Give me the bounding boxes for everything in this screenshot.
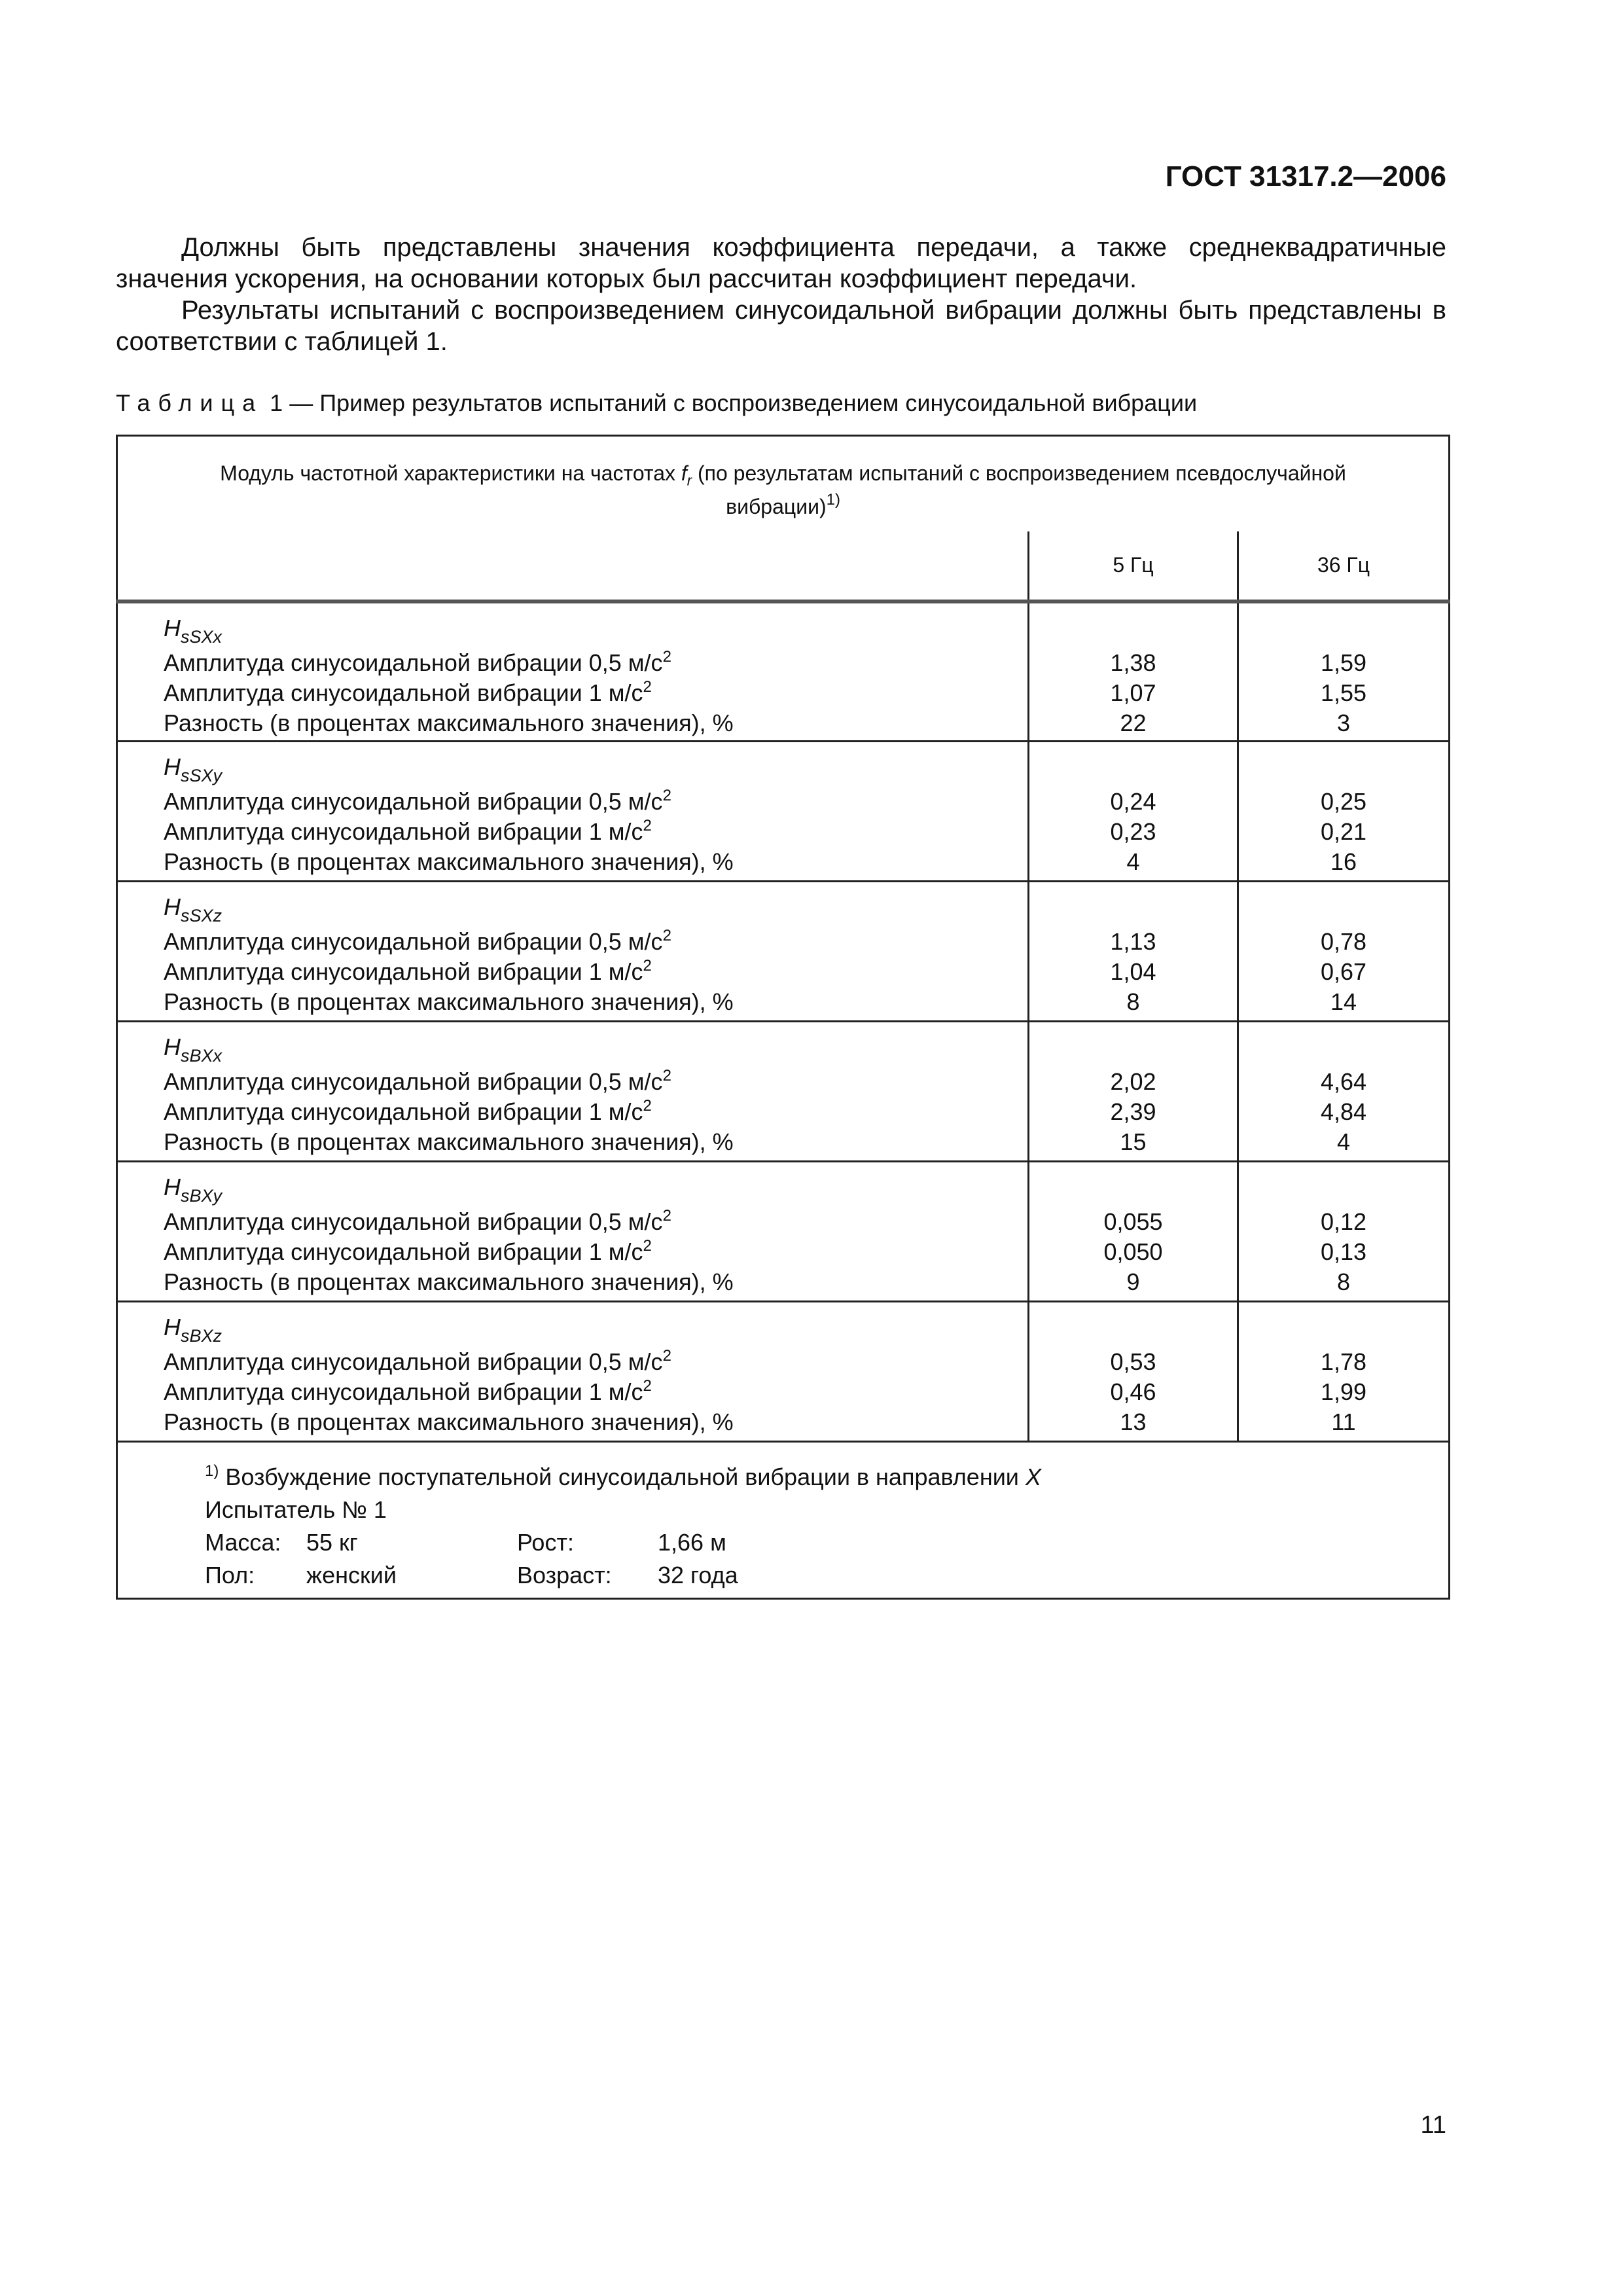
group-symbol-sub: sBXy [181, 1186, 223, 1206]
value-5hz-amp-05: 0,53 [1110, 1348, 1156, 1375]
values-5hz-cell [1029, 1162, 1238, 1302]
label-amp-05-text: Амплитуда синусоидальной вибрации 0,5 м/с [164, 928, 663, 955]
label-amp-05-text: Амплитуда синусоидальной вибрации 0,5 м/с [164, 1208, 663, 1235]
table-row [117, 742, 1450, 882]
group-label-cell [117, 601, 1029, 742]
footnote-axis: X [1025, 1463, 1041, 1490]
results-table [116, 435, 1450, 1600]
squared-sup: 2 [662, 1067, 671, 1085]
table-row [117, 1022, 1450, 1162]
header-col-36hz: 36 Гц [1238, 531, 1450, 601]
header-text-before: Модуль частотной характеристики на частотах [220, 461, 675, 485]
header-symbol: f [681, 461, 687, 485]
squared-sup: 2 [643, 1237, 652, 1255]
label-amp-1 [164, 957, 1027, 987]
header-col-5hz: 5 Гц [1029, 531, 1238, 601]
value-36hz-diff: 14 [1330, 988, 1357, 1015]
footnote-line-1 [205, 1461, 1448, 1494]
values-5hz-cell [1029, 601, 1238, 742]
label-diff: Разность (в процентах максимального значения), % [164, 1268, 734, 1295]
value-5hz-amp-1: 0,23 [1110, 818, 1156, 845]
label-amp-1-text: Амплитуда синусоидальной вибрации 1 м/с [164, 1378, 643, 1405]
value-5hz-amp-05: 0,055 [1103, 1208, 1163, 1235]
label-amp-05-text: Амплитуда синусоидальной вибрации 0,5 м/с [164, 1068, 663, 1095]
mass-label: Масса: [205, 1529, 281, 1556]
values-36hz-cell [1238, 1022, 1450, 1162]
label-diff: Разность (в процентах максимального значения), % [164, 988, 734, 1015]
label-amp-05 [164, 1347, 1027, 1377]
age-label: Возраст: [517, 1562, 612, 1588]
group-symbol [164, 893, 1027, 927]
table-row [117, 601, 1450, 742]
table-row [117, 882, 1450, 1022]
group-label-cell [117, 882, 1029, 1022]
squared-sup: 2 [643, 1377, 652, 1395]
group-symbol-letter: H [164, 1033, 181, 1060]
value-36hz-amp-1: 0,13 [1320, 1238, 1367, 1265]
value-5hz-diff: 13 [1120, 1408, 1147, 1435]
value-36hz-amp-1: 0,67 [1320, 958, 1367, 985]
value-36hz-amp-05: 4,64 [1320, 1068, 1367, 1095]
label-amp-1 [164, 1377, 1027, 1407]
label-amp-05 [164, 648, 1027, 678]
label-amp-1-text: Амплитуда синусоидальной вибрации 1 м/с [164, 1238, 643, 1265]
value-5hz-amp-1: 0,050 [1103, 1238, 1163, 1265]
page-number: 11 [1420, 2111, 1446, 2139]
values-5hz-cell [1029, 1022, 1238, 1162]
squared-sup: 2 [643, 1097, 652, 1115]
label-amp-1 [164, 1237, 1027, 1267]
squared-sup: 2 [662, 1207, 671, 1225]
header-blank-cell [117, 531, 1029, 601]
label-diff: Разность (в процентах максимального значения), % [164, 1128, 734, 1155]
squared-sup: 2 [662, 1347, 671, 1365]
footnote-line-4 [205, 1559, 1448, 1592]
values-36hz-cell [1238, 882, 1450, 1022]
label-amp-1-text: Амплитуда синусоидальной вибрации 1 м/с [164, 679, 643, 706]
footnote-text: Возбуждение поступательной синусоидальной вибрации в направлении [225, 1463, 1019, 1490]
group-symbol-sub: sBXx [181, 1046, 223, 1066]
value-36hz-diff: 8 [1336, 1268, 1351, 1295]
table-footnote [117, 1442, 1450, 1599]
group-symbol [164, 1314, 1027, 1347]
value-5hz-amp-1: 1,04 [1110, 958, 1156, 985]
value-5hz-diff: 4 [1126, 848, 1140, 875]
paragraph-2-text: Результаты испытаний с воспроизведением синусоидальной вибрации должны быть представлены в соответствии с таблицей 1. [116, 296, 1446, 356]
footnote-ref: 1) [205, 1462, 219, 1480]
group-symbol-letter: H [164, 893, 181, 920]
footnote-tester: Испытатель № 1 [205, 1496, 387, 1523]
value-5hz-amp-05: 0,24 [1110, 788, 1156, 815]
group-symbol-letter: H [164, 753, 181, 780]
header-symbol-sub: r [687, 472, 692, 489]
group-label-cell [117, 1162, 1029, 1302]
value-36hz-amp-1: 1,55 [1320, 679, 1367, 706]
label-amp-05-text: Амплитуда синусоидальной вибрации 0,5 м/с [164, 649, 663, 676]
values-36hz-cell [1238, 1302, 1450, 1442]
label-amp-05-text: Амплитуда синусоидальной вибрации 0,5 м/с [164, 1348, 663, 1375]
value-36hz-amp-1: 1,99 [1320, 1378, 1367, 1405]
values-36hz-cell [1238, 1162, 1450, 1302]
label-amp-05-text: Амплитуда синусоидальной вибрации 0,5 м/с [164, 788, 663, 815]
table-row [117, 1162, 1450, 1302]
paragraph-1-text: Должны быть представлены значения коэффициента передачи, а также среднеквадратичные значения ускорения, на основании которых был рассчитан коэффициент передачи. [116, 233, 1446, 293]
values-36hz-cell [1238, 742, 1450, 882]
group-symbol-letter: H [164, 1174, 181, 1200]
value-36hz-diff: 11 [1331, 1408, 1356, 1435]
group-symbol [164, 1174, 1027, 1207]
table-caption-text: Пример результатов испытаний с воспроизведением синусоидальной вибрации [319, 389, 1198, 416]
value-5hz-amp-05: 1,13 [1110, 928, 1156, 955]
label-diff: Разность (в процентах максимального значения), % [164, 709, 734, 736]
value-36hz-amp-05: 0,78 [1320, 928, 1367, 955]
height-value: 1,66 м [658, 1529, 726, 1556]
label-amp-1 [164, 678, 1027, 708]
values-5hz-cell [1029, 742, 1238, 882]
paragraph-2 [116, 295, 1446, 357]
document-code: ГОСТ 31317.2—2006 [1165, 160, 1446, 192]
sex-label: Пол: [205, 1562, 255, 1588]
squared-sup: 2 [643, 817, 652, 834]
value-5hz-diff: 15 [1120, 1128, 1147, 1155]
value-5hz-amp-1: 2,39 [1110, 1098, 1156, 1125]
label-amp-1-text: Амплитуда синусоидальной вибрации 1 м/с [164, 1098, 643, 1125]
values-5hz-cell [1029, 1302, 1238, 1442]
squared-sup: 2 [662, 647, 671, 666]
value-5hz-amp-05: 2,02 [1110, 1068, 1156, 1095]
label-diff: Разность (в процентах максимального значения), % [164, 848, 734, 875]
label-amp-05 [164, 1067, 1027, 1097]
squared-sup: 2 [662, 927, 671, 944]
footnote-line-3 [205, 1526, 1448, 1559]
table-row [117, 1302, 1450, 1442]
value-5hz-diff: 8 [1126, 988, 1140, 1015]
group-symbol-letter: H [164, 1314, 181, 1340]
age-value: 32 года [658, 1562, 738, 1588]
table-header-title [117, 436, 1450, 531]
sex-value: женский [306, 1562, 397, 1588]
group-symbol-sub: sBXz [181, 1326, 223, 1346]
group-symbol-sub: sSXx [181, 626, 223, 647]
label-diff: Разность (в процентах максимального значения), % [164, 1408, 734, 1435]
label-amp-1 [164, 1097, 1027, 1127]
value-36hz-diff: 3 [1336, 709, 1351, 736]
value-5hz-amp-1: 0,46 [1110, 1378, 1156, 1405]
group-symbol [164, 1033, 1027, 1067]
values-5hz-cell [1029, 882, 1238, 1022]
group-symbol-sub: sSXy [181, 766, 223, 785]
value-5hz-diff: 22 [1120, 709, 1147, 736]
group-label-cell [117, 742, 1029, 882]
value-36hz-amp-05: 0,25 [1320, 788, 1367, 815]
group-label-cell [117, 1022, 1029, 1162]
squared-sup: 2 [643, 677, 652, 696]
value-36hz-amp-05: 1,78 [1320, 1348, 1367, 1375]
group-symbol [164, 753, 1027, 787]
label-amp-1-text: Амплитуда синусоидальной вибрации 1 м/с [164, 818, 643, 845]
value-5hz-amp-05: 1,38 [1110, 649, 1156, 676]
table-caption-number: 1 — [270, 389, 313, 416]
value-36hz-diff: 16 [1330, 848, 1357, 875]
header-text-after: (по результатам испытаний с воспроизведением псевдослучайной вибрации) [698, 461, 1346, 519]
value-36hz-amp-1: 4,84 [1320, 1098, 1367, 1125]
group-label-cell [117, 1302, 1029, 1442]
label-amp-1 [164, 817, 1027, 847]
label-amp-05 [164, 787, 1027, 817]
value-36hz-amp-05: 0,12 [1320, 1208, 1367, 1235]
paragraph-1 [116, 232, 1446, 295]
table-caption [116, 389, 1197, 418]
group-symbol-letter: H [164, 614, 181, 641]
label-amp-1-text: Амплитуда синусоидальной вибрации 1 м/с [164, 958, 643, 985]
squared-sup: 2 [662, 787, 671, 804]
mass-value: 55 кг [306, 1529, 358, 1556]
group-symbol [164, 614, 1027, 648]
value-5hz-amp-1: 1,07 [1110, 679, 1156, 706]
height-label: Рост: [517, 1529, 574, 1556]
label-amp-05 [164, 927, 1027, 957]
value-5hz-diff: 9 [1126, 1268, 1140, 1295]
value-36hz-diff: 4 [1336, 1128, 1351, 1155]
values-36hz-cell [1238, 601, 1450, 742]
label-amp-05 [164, 1207, 1027, 1237]
value-36hz-amp-1: 0,21 [1320, 818, 1367, 845]
header-footnote-ref: 1) [826, 491, 840, 509]
group-symbol-sub: sSXz [181, 906, 223, 925]
squared-sup: 2 [643, 957, 652, 975]
value-36hz-amp-05: 1,59 [1320, 649, 1367, 676]
table-caption-label: Таблица [116, 389, 264, 416]
